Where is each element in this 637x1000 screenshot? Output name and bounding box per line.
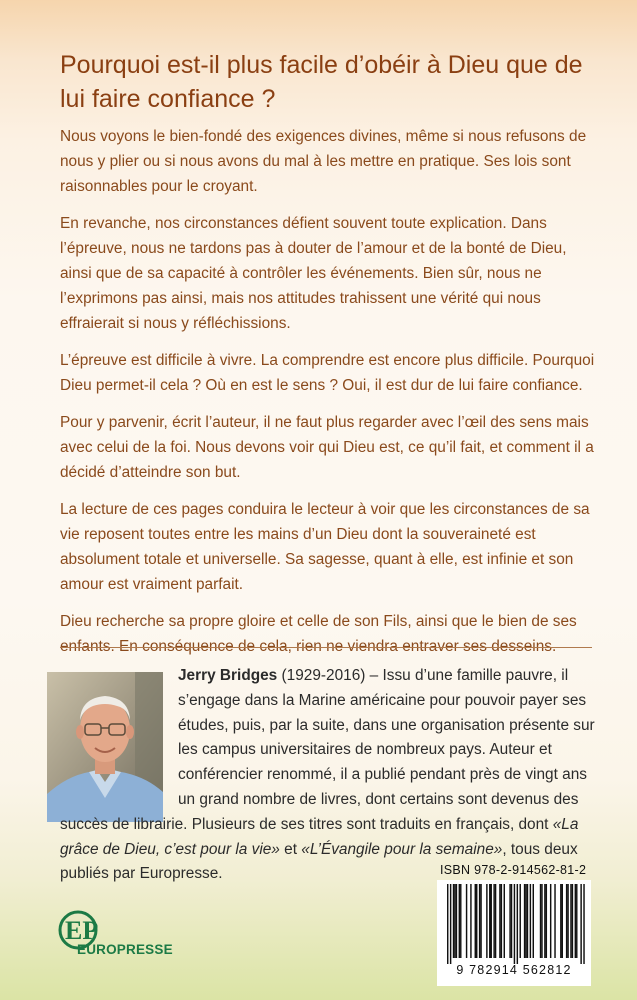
barcode-bar — [580, 884, 581, 964]
book-title: «La grâce de Dieu, c’est pour la vie» — [60, 815, 579, 858]
barcode-bar — [459, 884, 460, 958]
description-paragraph: En revanche, nos circonstances défient souvent toute explication. Dans l’épreuve, nous ne tardons pas à douter de l’amour et de la bonté de Dieu, ainsi que de sa capacité à contrôler les événements. Bien sûr, nous ne l’exprimons pas ainsi, mais nos attitudes trahissent une vérité qui nous effraierait si nous y réfléchissions. — [60, 215, 567, 332]
barcode-bar — [499, 884, 500, 958]
bio-text: et — [279, 840, 302, 858]
author-bio — [60, 664, 600, 887]
barcode-bar — [576, 884, 577, 958]
barcode-bar — [460, 884, 461, 958]
bio-text: (1929-2016) – Issu d’une famille pauvre, il s’engage dans la Marine américaine pour pouvoir payer ses études, puis, par la suite, dans une organisation présente sur les campus universitaires de nombreux pays. Auteur et conférencier renommé, il a publié pendant près de vingt ans un grand nombre de livres, dont certains sont devenus des succès de librairie. Plusieurs de ses titres sont traduits en français, dont — [60, 667, 595, 833]
barcode-bar — [570, 884, 571, 958]
barcode-bar — [475, 884, 476, 958]
barcode-bar — [566, 884, 567, 958]
author-name: Jerry Bridges — [178, 667, 278, 684]
barcode-bar — [454, 884, 455, 958]
barcode-bar — [486, 884, 487, 958]
barcode-bar — [504, 884, 505, 958]
barcode-bar — [583, 884, 584, 964]
barcode-digits: 9 782914 562812 — [456, 963, 572, 977]
barcode-bars — [437, 880, 591, 964]
barcode-bar — [470, 884, 471, 958]
description-paragraph: La lecture de ces pages conduira le lecteur à voir que les circonstances de sa vie reposent toutes entre les mains d’un Dieu dont la souveraineté est absolument totale et universelle. Sa sagesse, quant à elle, est infinie et son amour est vraiment parfait. — [60, 501, 590, 593]
section-divider — [60, 647, 592, 648]
barcode-bar — [554, 884, 555, 958]
description-paragraph: Nous voyons le bien-fondé des exigences divines, même si nous refusons de nous y plier ou si nous avons du mal à les mettre en pratique. Ses lois sont raisonnables pour le croyant. — [60, 128, 587, 195]
barcode-bar — [447, 884, 448, 964]
barcode-bar — [480, 884, 481, 958]
barcode-bar — [575, 884, 576, 958]
barcode-bar — [479, 884, 480, 958]
barcode-bar — [476, 884, 477, 958]
barcode-bar — [540, 884, 541, 958]
barcode-bar — [517, 884, 518, 964]
barcode-bar — [456, 884, 457, 958]
barcode-bar — [450, 884, 451, 964]
barcode-bar — [562, 884, 563, 958]
barcode-bar — [493, 884, 494, 958]
barcode-bar — [572, 884, 573, 958]
barcode-bar — [527, 884, 528, 958]
logo-initials: EP — [65, 916, 99, 945]
publisher-name: EUROPRESSE — [77, 942, 173, 957]
barcode-bar — [489, 884, 490, 958]
back-cover-heading: Pourquoi est-il plus facile d’obéir à Dieu que de lui faire confiance ? — [60, 51, 583, 113]
barcode-bar — [525, 884, 526, 958]
description — [60, 124, 600, 671]
barcode-bar — [514, 884, 515, 964]
bio-text: , tous deux publiés par Europresse. — [60, 840, 578, 883]
barcode-bar — [509, 884, 510, 958]
description-paragraph: Dieu recherche sa propre gloire et celle de son Fils, ainsi que le bien de ses enfants. En conséquence de cela, rien ne viendra entraver ses desseins. — [60, 613, 577, 655]
book-title: «L’Évangile pour la semaine» — [301, 840, 503, 858]
barcode-bar — [495, 884, 496, 958]
barcode-bar — [544, 884, 545, 958]
barcode-bar — [541, 884, 542, 958]
barcode-bar — [530, 884, 531, 958]
barcode-bar — [546, 884, 547, 958]
barcode-bar — [491, 884, 492, 958]
barcode-bar — [533, 884, 534, 958]
barcode-bar — [453, 884, 454, 958]
barcode-bar — [466, 884, 467, 958]
description-paragraph: L’épreuve est difficile à vivre. La comprendre est encore plus difficile. Pourquoi Dieu permet-il cela ? Où en est le sens ? Oui, il est dur de lui faire confiance. — [60, 352, 595, 394]
barcode-bar — [520, 884, 521, 958]
isbn-label: ISBN 978-2-914562-81-2 — [440, 863, 587, 877]
barcode-bar — [501, 884, 502, 958]
barcode-bar — [567, 884, 568, 958]
barcode-bar — [511, 884, 512, 958]
barcode-bar — [524, 884, 525, 958]
barcode-bar — [550, 884, 551, 958]
barcode-bar — [560, 884, 561, 958]
description-paragraph: Pour y parvenir, écrit l’auteur, il ne faut plus regarder avec l’œil des sens mais avec celui de la foi. Nous devons voir qui Dieu est, ce qu’il fait, et comment il a décidé d’atteindre son but. — [60, 414, 594, 481]
